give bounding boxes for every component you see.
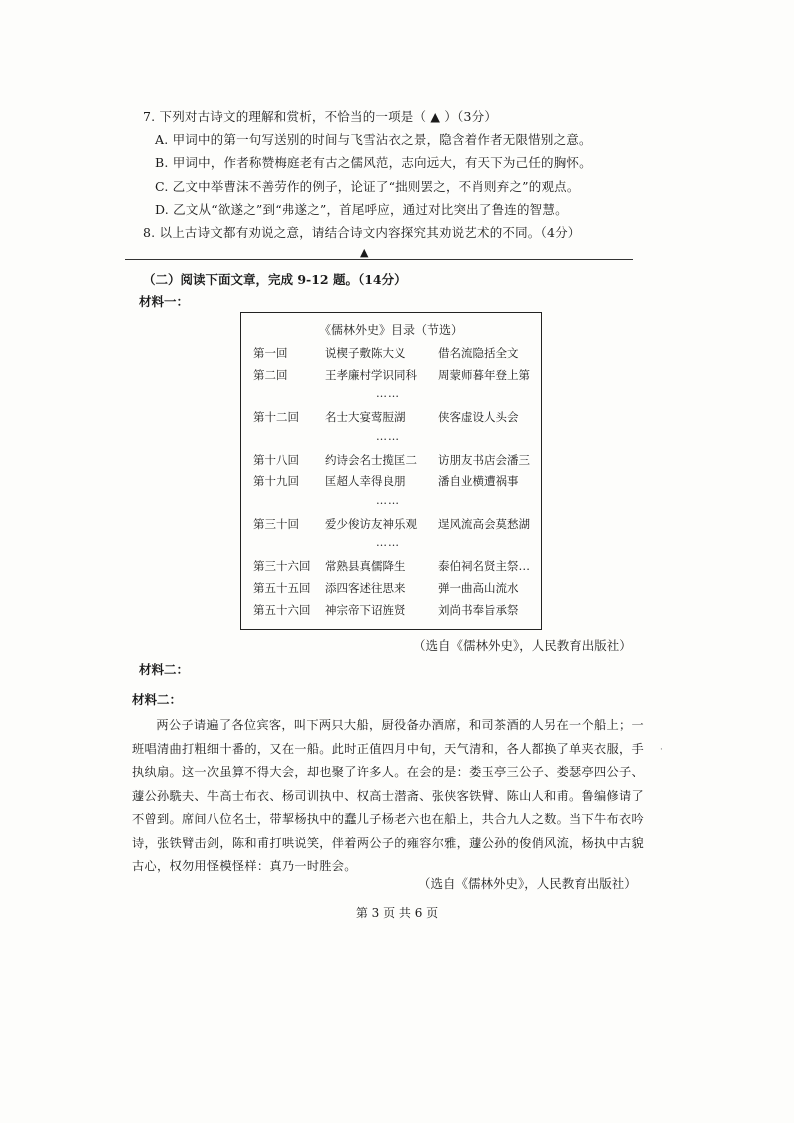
chapter-heading-1: 说楔子敷陈大义 — [325, 346, 406, 360]
material-1-label: 材料一： — [139, 294, 190, 309]
question-8-stem: 8. 以上古诗文都有劝说之意，请结合诗文内容探究其劝说艺术的不同。（4分） — [143, 225, 581, 240]
chapter-heading-2: 访朋友书店会潘三 — [438, 453, 530, 467]
chapter-heading-2: 弹一曲高山流水 — [438, 581, 519, 595]
section-divider — [125, 259, 633, 260]
chapter-heading-1: 常熟县真儒降生 — [325, 559, 406, 573]
toc-title: 《儒林外史》目录（节选） — [318, 323, 463, 337]
chapter-heading-2: 泰伯祠名贤主祭… — [438, 559, 530, 573]
toc-row — [253, 409, 519, 425]
toc-row — [253, 602, 519, 618]
material-1-source: （选自《儒林外史》，人民教育出版社） — [413, 638, 632, 653]
question-7-option-c: C. 乙文中举曹沫不善劳作的例子，论证了“拙则罢之，不肖则弃之”的观点。 — [155, 179, 580, 194]
chapter-number: 第二回 — [253, 368, 288, 382]
chapter-heading-1: 名士大宴莺脰湖 — [325, 410, 406, 424]
chapter-heading-1: 约诗会名士揽匡二 — [325, 453, 417, 467]
page-footer: 第 3 页 共 6 页 — [355, 906, 439, 920]
table-of-contents-box — [240, 312, 542, 630]
material-2-source: （选自《儒林外史》，人民教育出版社） — [418, 876, 637, 891]
question-7-option-a: A. 甲词中的第一句写送别的时间与飞雪沾衣之景，隐含着作者无限惜别之意。 — [155, 132, 592, 147]
toc-row — [253, 345, 519, 361]
chapter-heading-1: 爱少俊访友神乐观 — [325, 517, 417, 531]
chapter-number: 第十九回 — [253, 474, 299, 488]
toc-row — [253, 580, 519, 596]
toc-row — [253, 473, 519, 489]
chapter-heading-2: 潘自业横遭祸事 — [438, 474, 519, 488]
chapter-number: 第一回 — [253, 346, 288, 360]
chapter-number: 第十二回 — [253, 410, 299, 424]
chapter-number: 第三十六回 — [253, 559, 311, 573]
question-7-option-d: D. 乙文从“欲遂之”到“弗遂之”，首尾呼应，通过对比突出了鲁连的智慧。 — [155, 202, 568, 217]
toc-row — [253, 452, 530, 468]
material-2-label: 材料二： — [132, 692, 183, 707]
chapter-number: 第五十六回 — [253, 603, 311, 617]
chapter-heading-1: 匡超人幸得良朋 — [325, 474, 406, 488]
chapter-heading-2: 借名流隐括全文 — [438, 346, 519, 360]
chapter-heading-2: 刘尚书奉旨承祭 — [438, 603, 519, 617]
question-7-stem: 7. 下列对古诗文的理解和赏析，不恰当的一项是（ ▲ ）（3分） — [143, 109, 498, 124]
chapter-heading-1: 王孝廉村学识同科 — [325, 368, 417, 382]
scan-speck: · — [660, 745, 663, 755]
toc-ellipsis: …… — [376, 387, 400, 400]
toc-ellipsis: …… — [376, 494, 400, 507]
chapter-number: 第五十五回 — [253, 581, 311, 595]
toc-ellipsis: …… — [376, 536, 400, 549]
chapter-heading-2: 侠客虚设人头会 — [438, 410, 519, 424]
material-2-paragraph: 两公子请遍了各位宾客，叫下两只大船，厨役备办酒席，和司茶酒的人另在一个船上；一班唱清曲打粗细十番的，又在一船。此时正值四月中旬，天气清和，各人都换了单夹衣服，手执纨扇。这一次虽算不得大会，却也聚了许多人。在会的是：娄玉亭三公子、娄瑟亭四公子、蘧公孙駪夫、牛高士布衣、杨司训执中、权高士潜斋、张侠客铁臂、陈山人和甫。鲁编修请了不曾到。席间八位名士，带挈杨执中的蠢儿子杨老六也在船上，共合九人之数。当下牛布衣吟诗，张铁臂击剑，陈和甫打哄说笑，伴着两公子的雍容尔雅，蘧公孙的俊俏风流，杨执中古貌古心，权勿用怪模怪样：真乃一时胜会。 — [132, 718, 644, 873]
chapter-heading-1: 神宗帝下诏旌贤 — [325, 603, 406, 617]
chapter-number: 第十八回 — [253, 453, 299, 467]
section-2-heading: （二）阅读下面文章，完成 9-12 题。（14分） — [143, 272, 407, 287]
chapter-heading-1: 添四客述往思来 — [325, 581, 406, 595]
toc-row — [253, 558, 530, 574]
question-7-option-b: B. 甲词中，作者称赞梅庭老有古之儒风范，志向远大，有天下为己任的胸怀。 — [155, 155, 592, 170]
chapter-heading-2: 周蒙师暮年登上第 — [438, 368, 530, 382]
toc-row — [253, 516, 530, 532]
chapter-number: 第三十回 — [253, 517, 299, 531]
material-2-stray-label: 材料二： — [139, 662, 190, 677]
answer-marker: ▲ — [360, 246, 369, 259]
toc-ellipsis: …… — [376, 430, 400, 443]
chapter-heading-2: 逞风流高会莫愁湖 — [438, 517, 530, 531]
toc-row — [253, 367, 530, 383]
